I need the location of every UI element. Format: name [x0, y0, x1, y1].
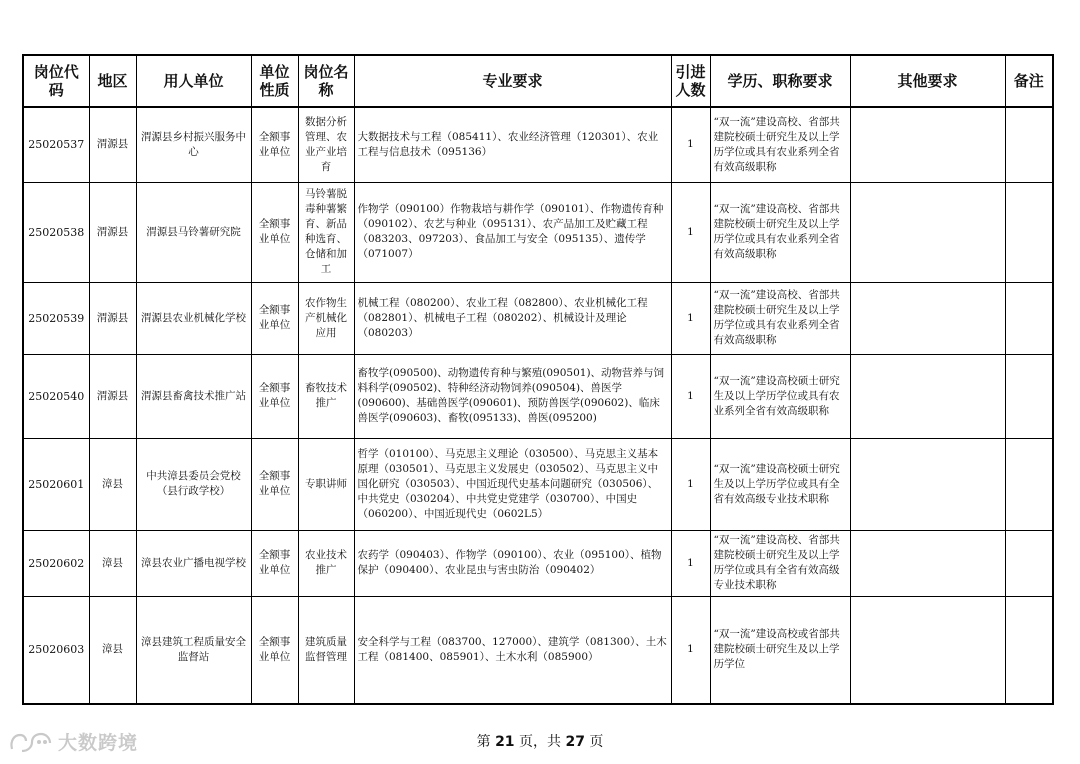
- cell-count: 1: [671, 438, 710, 530]
- cell-post-name: 畜牧技术推广: [298, 354, 354, 438]
- page-footer: [0, 731, 1080, 751]
- cell-post-name: 农作物生产机械化应用: [298, 282, 354, 354]
- cell-education: “双一流”建设高校、省部共建院校硕士研究生及以上学历学位或具有全省有效高级专业技术职称: [710, 530, 850, 596]
- cell-education: “双一流”建设高校、省部共建院校硕士研究生及以上学历学位或具有农业系列全省有效高级职称: [710, 282, 850, 354]
- cell-employer: 漳县建筑工程质量安全监督站: [136, 596, 251, 704]
- cell-education: “双一流”建设高校硕士研究生及以上学历学位或具有全省有效高级专业技术职称: [710, 438, 850, 530]
- header-education: 学历、职称要求: [710, 55, 850, 107]
- cell-education: “双一流”建设高校、省部共建院校硕士研究生及以上学历学位或具有农业系列全省有效高级职称: [710, 182, 850, 282]
- table-header-row: [23, 55, 1053, 107]
- cell-region: 渭源县: [89, 107, 136, 182]
- cell-code: 25020601: [23, 438, 89, 530]
- header-code: 岗位代码: [23, 55, 89, 107]
- table-row: [23, 438, 1053, 530]
- footer-prefix: 第: [476, 734, 496, 750]
- cell-post-name: 数据分析管理、农业产业培育: [298, 107, 354, 182]
- table-row: [23, 596, 1053, 704]
- cell-other: [850, 282, 1005, 354]
- cell-notes: [1005, 438, 1053, 530]
- cell-major: 畜牧学(090500)、动物遗传育种与繁殖(090501)、动物营养与饲料科学(090502)、特种经济动物饲养(090504)、兽医学(090600)、基础兽医学(090601)、预防兽医学(090602)、临床兽医学(090603)、畜牧(095133)、兽医(095200): [354, 354, 671, 438]
- cell-code: 25020602: [23, 530, 89, 596]
- cell-unit-type: 全额事业单位: [251, 282, 298, 354]
- cell-region: 漳县: [89, 596, 136, 704]
- cell-other: [850, 438, 1005, 530]
- cell-unit-type: 全额事业单位: [251, 438, 298, 530]
- cell-region: 漳县: [89, 438, 136, 530]
- cell-education: “双一流”建设高校、省部共建院校硕士研究生及以上学历学位或具有农业系列全省有效高级职称: [710, 107, 850, 182]
- cell-employer: 漳县农业广播电视学校: [136, 530, 251, 596]
- cell-major: 农药学（090403）、作物学（090100）、农业（095100）、植物保护（090400）、农业昆虫与害虫防治（090402）: [354, 530, 671, 596]
- cell-unit-type: 全额事业单位: [251, 596, 298, 704]
- cell-notes: [1005, 596, 1053, 704]
- table-row: [23, 282, 1053, 354]
- cell-region: 渭源县: [89, 354, 136, 438]
- header-notes: 备注: [1005, 55, 1053, 107]
- cell-notes: [1005, 354, 1053, 438]
- header-count: 引进人数: [671, 55, 710, 107]
- cell-unit-type: 全额事业单位: [251, 530, 298, 596]
- cell-other: [850, 107, 1005, 182]
- cell-count: 1: [671, 530, 710, 596]
- cell-employer: 中共漳县委员会党校（县行政学校）: [136, 438, 251, 530]
- cell-other: [850, 182, 1005, 282]
- cell-major: 机械工程（080200）、农业工程（082800）、农业机械化工程（082801）、机械电子工程（080202）、机械设计及理论（080203）: [354, 282, 671, 354]
- header-unit-type: 单位性质: [251, 55, 298, 107]
- table-row: [23, 354, 1053, 438]
- cell-count: 1: [671, 107, 710, 182]
- header-post-name: 岗位名称: [298, 55, 354, 107]
- cell-post-name: 建筑质量监督管理: [298, 596, 354, 704]
- cell-code: 25020538: [23, 182, 89, 282]
- table-row: [23, 530, 1053, 596]
- footer-total-pages: 27: [565, 734, 585, 750]
- header-employer: 用人单位: [136, 55, 251, 107]
- cell-employer: 渭源县畜禽技术推广站: [136, 354, 251, 438]
- cell-code: 25020537: [23, 107, 89, 182]
- cell-post-name: 马铃薯脱毒种薯繁育、新品种选育、仓储和加工: [298, 182, 354, 282]
- cell-employer: 渭源县马铃薯研究院: [136, 182, 251, 282]
- header-region: 地区: [89, 55, 136, 107]
- cell-code: 25020540: [23, 354, 89, 438]
- cell-major: 作物学（090100）作物栽培与耕作学（090101）、作物遗传育种（090102）、农艺与种业（095131）、农产品加工及贮藏工程（083203、097203）、食品加工与安全（095135）、遗传学（071007）: [354, 182, 671, 282]
- cell-notes: [1005, 530, 1053, 596]
- cell-code: 25020603: [23, 596, 89, 704]
- table-row: [23, 182, 1053, 282]
- cell-post-name: 专职讲师: [298, 438, 354, 530]
- cell-other: [850, 596, 1005, 704]
- recruitment-table-page: [22, 54, 1052, 705]
- cell-region: 渭源县: [89, 282, 136, 354]
- cell-unit-type: 全额事业单位: [251, 182, 298, 282]
- header-major: 专业要求: [354, 55, 671, 107]
- cell-unit-type: 全额事业单位: [251, 354, 298, 438]
- cell-employer: 渭源县乡村振兴服务中心: [136, 107, 251, 182]
- header-other: 其他要求: [850, 55, 1005, 107]
- watermark-text: 大数跨境: [58, 732, 139, 754]
- cell-other: [850, 530, 1005, 596]
- footer-page-number: 21: [495, 734, 515, 750]
- cell-major: 安全科学与工程（083700、127000）、建筑学（081300）、土木工程（081400、085901）、土木水利（085900）: [354, 596, 671, 704]
- cell-count: 1: [671, 354, 710, 438]
- cell-post-name: 农业技术推广: [298, 530, 354, 596]
- table-row: [23, 107, 1053, 182]
- cell-notes: [1005, 182, 1053, 282]
- cell-notes: [1005, 282, 1053, 354]
- cell-other: [850, 354, 1005, 438]
- cell-major: 哲学（010100）、马克思主义理论（030500）、马克思主义基本原理（030501）、马克思主义发展史（030502）、马克思主义中国化研究（030503）、中国近现代史基本问题研究（030506）、中共党史（030204）、中共党史党建学（030700）、中国史（060200）、中国近现代史（0602L5）: [354, 438, 671, 530]
- cell-code: 25020539: [23, 282, 89, 354]
- cell-count: 1: [671, 282, 710, 354]
- cell-notes: [1005, 107, 1053, 182]
- cell-unit-type: 全额事业单位: [251, 107, 298, 182]
- cell-employer: 渭源县农业机械化学校: [136, 282, 251, 354]
- cell-region: 渭源县: [89, 182, 136, 282]
- footer-middle: 页，共: [514, 734, 566, 750]
- cell-region: 漳县: [89, 530, 136, 596]
- positions-table: [22, 54, 1054, 705]
- cell-count: 1: [671, 182, 710, 282]
- cell-education: “双一流”建设高校硕士研究生及以上学历学位或具有农业系列全省有效高级职称: [710, 354, 850, 438]
- cell-count: 1: [671, 596, 710, 704]
- footer-suffix: 页: [584, 734, 604, 750]
- cell-education: “双一流”建设高校或省部共建院校硕士研究生及以上学历学位: [710, 596, 850, 704]
- cell-major: 大数据技术与工程（085411）、农业经济管理（120301）、农业工程与信息技术（095136）: [354, 107, 671, 182]
